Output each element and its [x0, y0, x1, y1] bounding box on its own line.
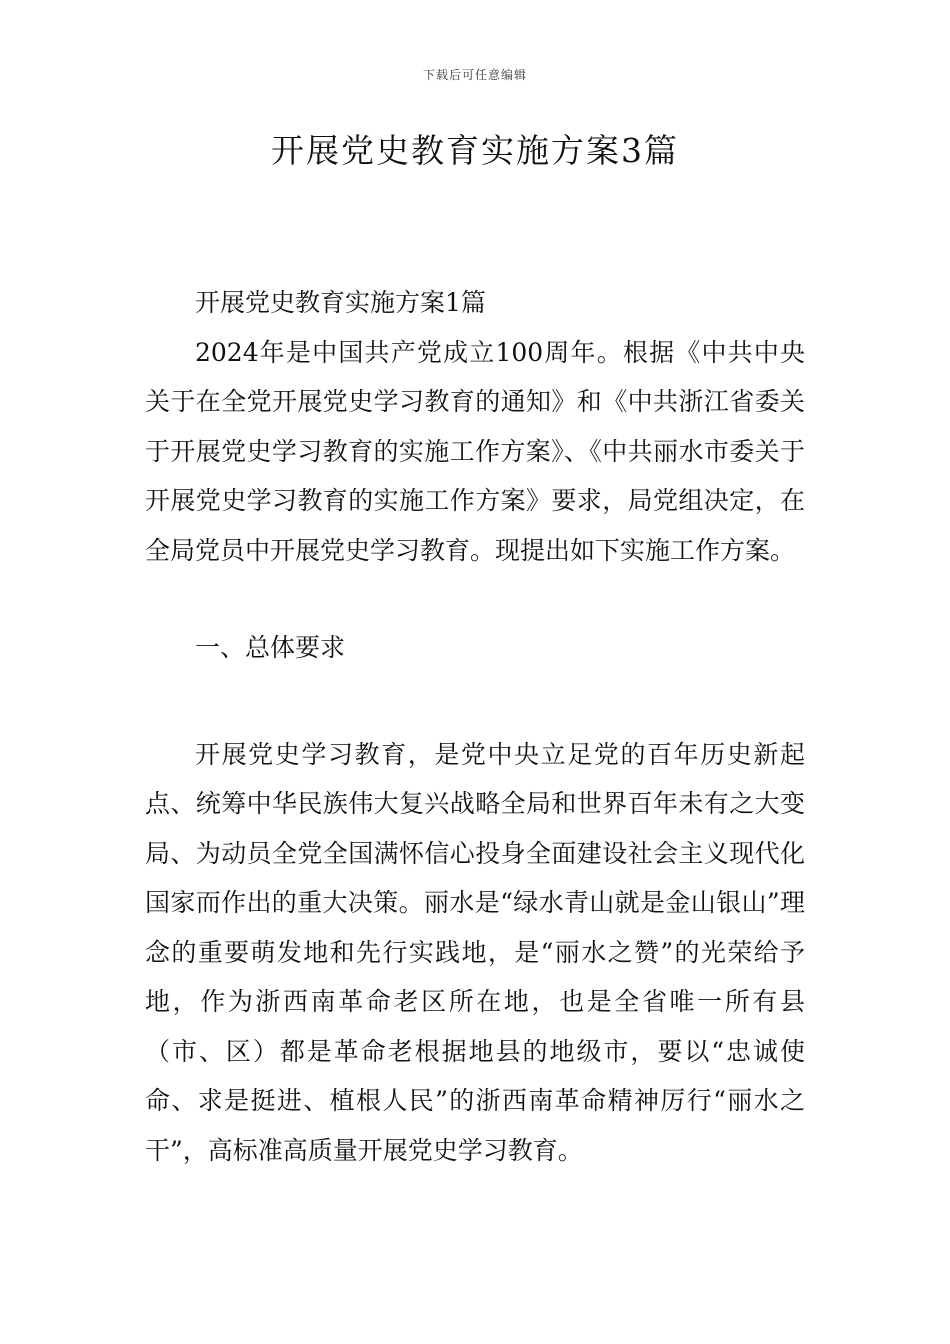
- intro-paragraph: 2024年是中国共产党成立100周年。根据《中共中央关于在全党开展党史学习教育的通知》和《中共浙江省委关于开展党史学习教育的实施工作方案》、《中共丽水市委关于开展党史学习教育的实施工作方案》要求，局党组决定，在全局党员中开展党史学习教育。现提出如下实施工作方案。: [145, 337, 805, 565]
- section-paragraph: 开展党史学习教育，是党中央立足党的百年历史新起点、统筹中华民族伟大复兴战略全局和世界百年未有之大变局、为动员全党全国满怀信心投身全面建设社会主义现代化国家而作出的重大决策。丽水是“绿水青山就是金山银山”理念的重要萌发地和先行实践地，是“丽水之赞”的光荣给予地，作为浙西南革命老区所在地，也是全省唯一所有县（市、区）都是革命老根据地县的地级市，要以“忠诚使命、求是挺进、植根人民”的浙西南革命精神厉行“丽水之干”，高标准高质量开展党史学习教育。: [145, 739, 805, 1165]
- document-body: [145, 278, 805, 1175]
- document-subtitle: 开展党史教育实施方案1篇: [195, 288, 486, 317]
- header-note: 下载后可任意编辑: [422, 68, 527, 82]
- document-title: 开展党史教育实施方案3篇: [271, 131, 679, 170]
- section-heading: 一、总体要求: [195, 633, 346, 662]
